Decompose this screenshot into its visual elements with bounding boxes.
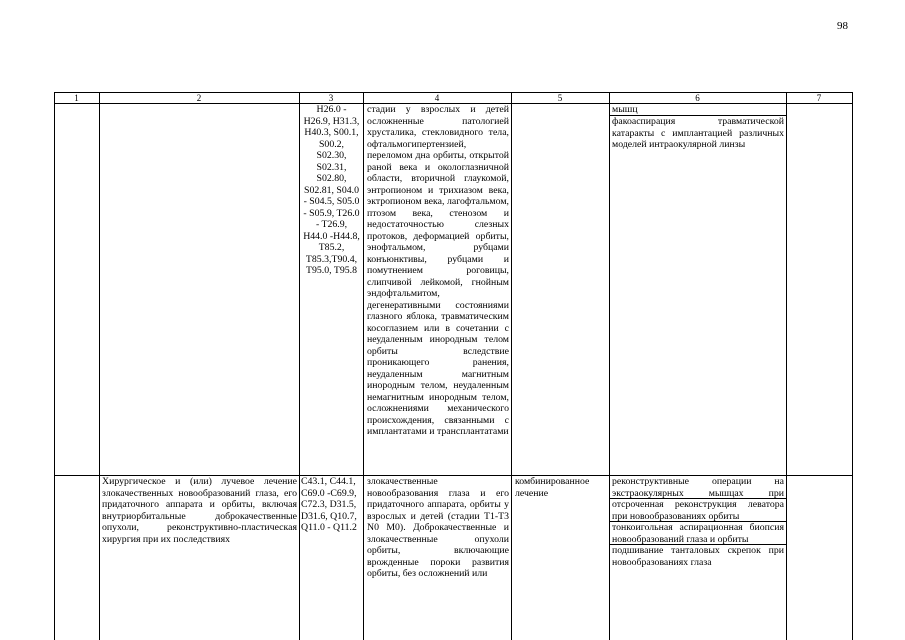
row2-method-3: тонкоигольная аспирационная биопсия новообразований глаза и орбиты [612, 522, 784, 544]
row2-treatment-type: комбинированное лечение [515, 476, 590, 499]
row1-patient-model: стадии у взрослых и детей осложненные патологией хрусталика, стекловидного тела, офтальмогипертензией, переломом дна орбиты, открытой раной века и окологлазничной области, вторичной глаукомой, энтропионом и трихиазом века, эктропионом века, лагофтальмом, птозом века, стенозом и недостаточностью слезных протоков, деформацией орбиты, энофтальмом, рубцами конъюнктивы, рубцами и помутнением роговицы, слипчивой лейкомой, гнойным эндофтальмитом, дегенеративными состояниями глазного яблока, травматическим косоглазием или в сочетании с неудаленным инородным телом орбиты вследствие проникающего ранения, неудаленным магнитным инородным телом, неудаленным немагнитным инородным телом, осложнениями механического происхождения, связанными с имплантатами и трансплантатами [367, 104, 509, 437]
header-col-1: 1 [74, 93, 79, 103]
row1-method-1: мышц [612, 104, 638, 115]
row2-method-1: реконструктивные операции на экстраокулярных мышцах при [612, 476, 784, 498]
header-col-3: 3 [328, 93, 334, 103]
page-number: 98 [837, 20, 848, 32]
header-col-2: 2 [196, 93, 202, 103]
row2-icd-codes: C43.1, C44.1, C69.0 -C69.9, C72.3, D31.5, D31.6, Q10.7, Q11.0 - Q11.2 [301, 476, 357, 533]
row1-icd-codes: H26.0 - H26.9, H31.3, H40.3, S00.1, S00.2, S02.30, S02.31, S02.80, S02.81, S04.0 - S04.5, S05.0 - S05.9, T26.0 - T26.9, H44.0 -H44.8, T85.2, T85.3,T90.4, T95.0, T95.8 [303, 104, 360, 276]
header-col-5: 5 [557, 93, 563, 103]
col-border-7 [852, 92, 853, 640]
col-border-6 [786, 92, 787, 640]
col-border-3 [363, 92, 364, 640]
row2-method-2: отсроченная реконструкция леватора при новообразованиях орбиты [612, 499, 784, 521]
medical-care-table [54, 92, 853, 640]
header-col-4: 4 [434, 93, 440, 103]
header-col-7: 7 [816, 93, 822, 103]
col-border-4 [511, 92, 512, 640]
row2-care-name: Хирургическое и (или) лучевое лечение злокачественных новообразований глаза, его придаточного аппарата и орбиты, включая внутриорбитальные доброкачественные опухоли, реконструктивно-пластическая хирургия при их последствиях [102, 476, 297, 545]
col-border-0 [54, 92, 55, 640]
col-border-5 [609, 92, 610, 640]
row2-patient-model: злокачественные новообразования глаза и его придаточного аппарата, орбиты у взрослых и детей (стадии T1-T3 N0 M0). Доброкачественные и злокачественные опухоли орбиты, включающие врожденные пороки развития орбиты, без осложнений или [367, 476, 509, 579]
row2-method-4: подшивание танталовых скрепок при новообразованиях глаза [612, 545, 784, 568]
col-border-1 [99, 92, 100, 640]
header-col-6: 6 [695, 93, 700, 103]
row1-method-2: факоаспирация травматической катаракты с имплантацией различных моделей интраокулярной линзы [612, 116, 784, 150]
